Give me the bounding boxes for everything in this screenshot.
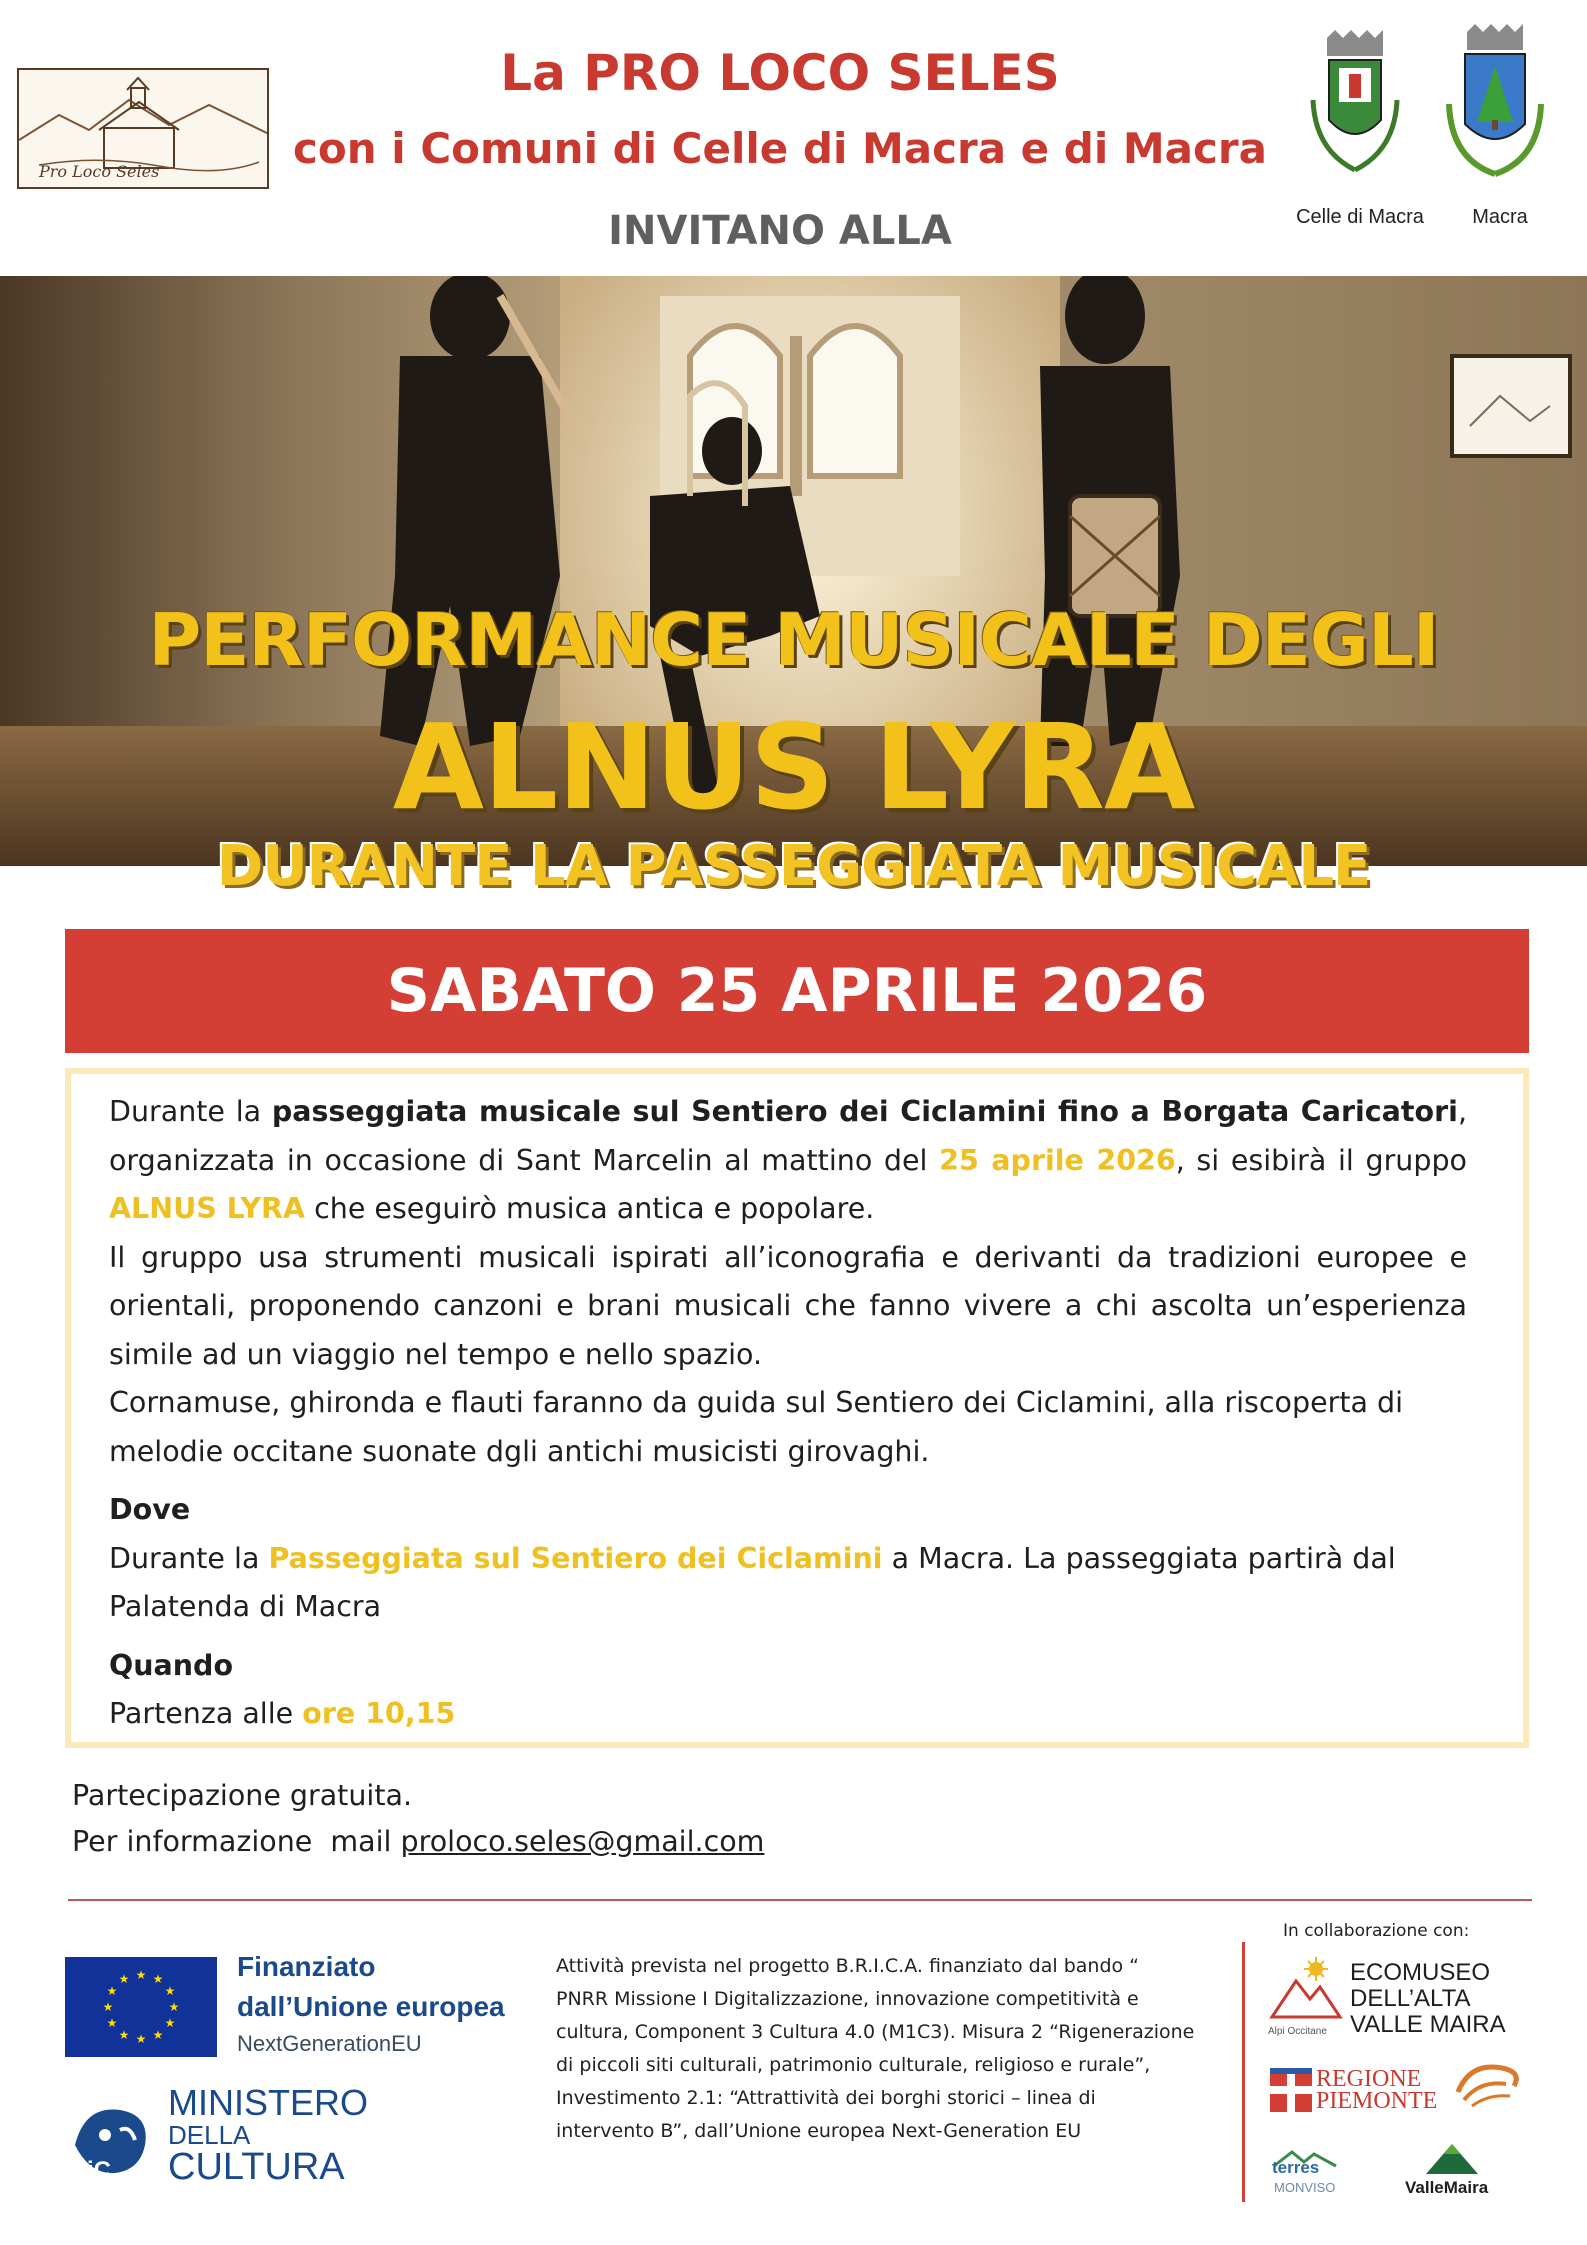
ministry-line1: MINISTERO [168, 2082, 369, 2123]
date-banner [65, 929, 1529, 1053]
where-text: Durante la Passeggiata sul Sentiero dei Ciclamini a Macra. La passeggiata partirà dal Palatenda di Macra [109, 1541, 1396, 1623]
ministry-line2: DELLA [168, 2120, 251, 2150]
piemonte-flag-icon [1270, 2068, 1312, 2112]
eu-funding-line1: Finanziato [237, 1951, 376, 1982]
email-link[interactable]: proloco.seles@gmail.com [400, 1825, 765, 1858]
when-text: Partenza alle ore 10,15 [109, 1697, 456, 1730]
svg-text:★: ★ [152, 2028, 164, 2042]
event-description-box [65, 1068, 1529, 1748]
eu-funding-line3: NextGenerationEU [237, 2031, 422, 2056]
collaboration-label: In collaborazione con: [1283, 1921, 1470, 1941]
vallemaira-label: ValleMaira [1405, 2178, 1489, 2197]
svg-text:★: ★ [106, 1984, 118, 1998]
svg-text:★: ★ [164, 2016, 176, 2030]
organizer-subtitle: con i Comuni di Celle di Macra e di Macra [293, 124, 1267, 173]
ecomuseo-line1: ECOMUSEO [1350, 1959, 1491, 1986]
celle-di-macra-label: Celle di Macra [1296, 206, 1424, 228]
mic-logo-icon [65, 2085, 165, 2185]
alpi-occitane-label: Alpi Occitane [1268, 2026, 1327, 2037]
contact-line: Per informazione mail proloco.seles@gmail.com [72, 1825, 765, 1858]
svg-text:★: ★ [135, 1968, 147, 1982]
hero-headline: PERFORMANCE MUSICALE DEGLI [148, 598, 1439, 682]
svg-text:★: ★ [106, 2016, 118, 2030]
eu-funding-line2: dall’Unione europea [237, 1991, 505, 2022]
highlight-date: 25 aprile 2026 [939, 1143, 1176, 1177]
free-participation: Partecipazione gratuita. [72, 1779, 413, 1812]
occitan-swirl-icon [1450, 2056, 1528, 2108]
macra-crest-icon [1435, 24, 1535, 184]
svg-text:★: ★ [152, 1972, 164, 1986]
description-paragraph-1: Durante la passeggiata musicale sul Sentiero dei Ciclamini fino a Borgata Caricatori, organizzata in occasione di Sant Marcelin al mattino del 25 aprile 2026, si esibirà il gruppo ALNUS LYRA che eseguirò musica antica e popolare. [109, 1095, 1467, 1225]
ecomuseo-line2: DELL’ALTA [1350, 1985, 1471, 2012]
invite-heading: INVITANO ALLA [608, 208, 952, 254]
celle-di-macra-crest-icon [1305, 30, 1405, 190]
vallemaira-mountain-icon [1422, 2140, 1482, 2176]
when-heading: Quando [109, 1648, 234, 1682]
mic-abbreviation: MiC [67, 2157, 111, 2184]
hero-subline: DURANTE LA PASSEGGIATA MUSICALE [216, 834, 1371, 899]
separator-line [68, 1899, 1532, 1901]
where-heading: Dove [109, 1493, 191, 1526]
organizer-title: La PRO LOCO SELES [500, 44, 1060, 102]
ecomuseo-mountain-icon [1266, 1955, 1346, 2035]
description-paragraph-3: Cornamuse, ghironda e flauti faranno da guida sul Sentiero dei Ciclamini, alla riscoperta di melodie occitane suonate dgli antichi musicisti girovaghi. [109, 1386, 1404, 1468]
piemonte-line2: PIEMONTE [1316, 2088, 1438, 2114]
piemonte-line1: REGIONE [1316, 2066, 1422, 2092]
svg-text:★: ★ [102, 2000, 114, 2014]
svg-text:★: ★ [164, 1984, 176, 1998]
highlight-band: ALNUS LYRA [109, 1192, 306, 1225]
macra-label: Macra [1472, 206, 1528, 228]
ecomuseo-line3: VALLE MAIRA [1350, 2011, 1506, 2038]
eu-flag-icon [65, 1957, 217, 2057]
terres-monviso-line2: MONVISO [1274, 2180, 1336, 2195]
terres-monviso-line1: terres [1272, 2158, 1320, 2177]
pro-loco-logo [17, 68, 269, 189]
event-date: SABATO 25 APRILE 2026 [386, 956, 1208, 1026]
svg-text:★: ★ [118, 1972, 130, 1986]
partners-divider [1242, 1942, 1245, 2202]
description-paragraph-2: Il gruppo usa strumenti musicali ispirati all’iconografia e derivanti da tradizioni europee e orientali, proponendo canzoni e brani musicali che fanno vivere a chi ascolta un’esperienza simile ad un viaggio nel tempo e nello spazio. [109, 1240, 1467, 1371]
svg-text:★: ★ [135, 2032, 147, 2046]
band-name: ALNUS LYRA [392, 698, 1195, 836]
svg-text:★: ★ [118, 2028, 130, 2042]
funding-description: Attività prevista nel progetto B.R.I.C.A. finanziato dal bando “ PNRR Missione I Digitalizzazione, innovazione competitività e cultura, Component 3 Cultura 4.0 (M1C3). Misura 2 “Rigenerazione di piccoli siti culturali, patrimonio culturale, religioso e rurale”, Investimento 2.1: “Attrattività dei borghi storici – linea di intervento B”, dall’Unione europea Next-Generation EU [556, 1955, 1195, 2142]
highlight-time: ore 10,15 [302, 1697, 456, 1730]
walk-route: passeggiata musicale sul Sentiero dei Ciclamini fino a Borgata Caricatori [271, 1095, 1458, 1128]
highlight-walk: Passeggiata sul Sentiero dei Ciclamini [268, 1541, 883, 1575]
ministry-line3: CULTURA [168, 2146, 345, 2188]
svg-text:★: ★ [168, 2000, 180, 2014]
logo-caption: Pro Loco Seles [39, 162, 160, 181]
